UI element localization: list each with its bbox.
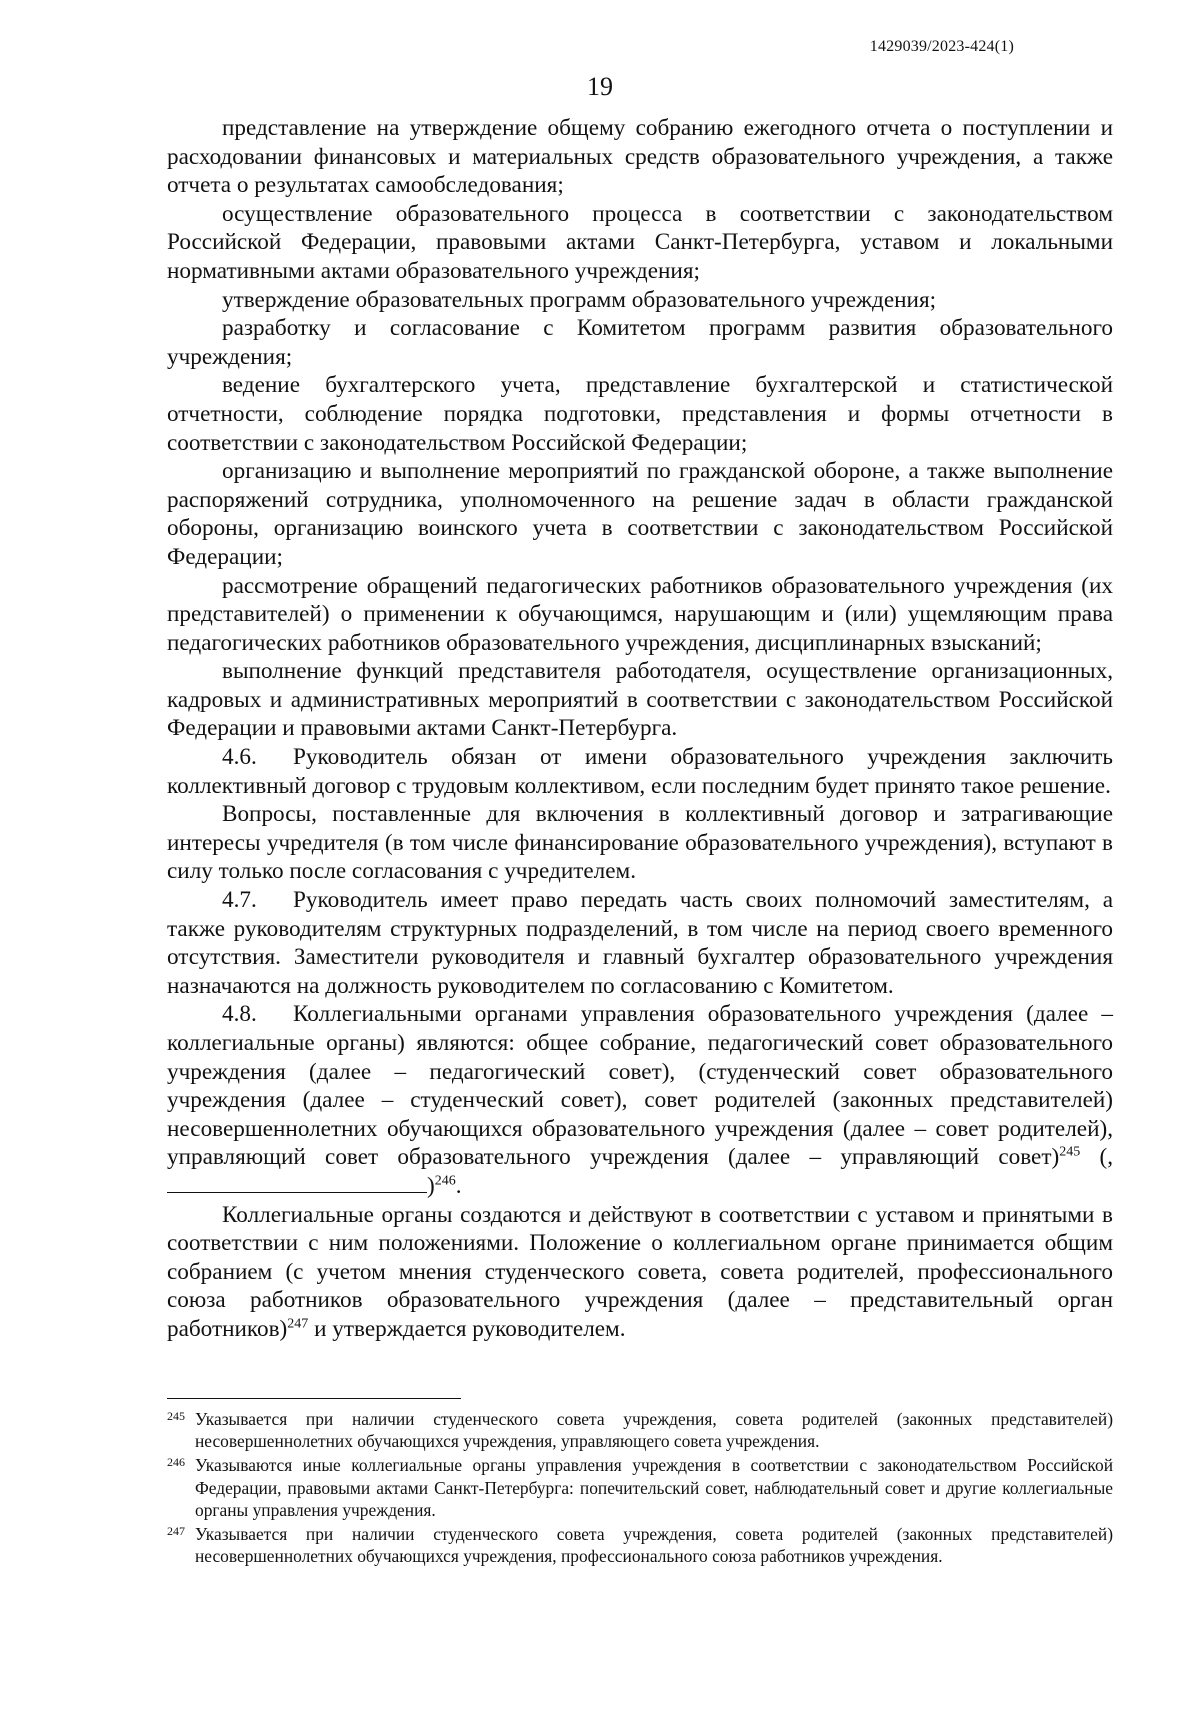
section-text: Руководитель обязан от имени образовательного учреждения заключить коллективный договор с трудовым коллективом, если последним будет принято такое решение. [167, 744, 1113, 799]
footnote-ref[interactable]: 247 [287, 1316, 309, 1332]
footnote-separator [167, 1398, 461, 1399]
blank-field-line [167, 1174, 427, 1193]
section-number: 4.6. [222, 744, 257, 771]
paragraph-text: и утверждается руководителем. [308, 1315, 626, 1342]
paragraph: представление на утверждение общему собранию ежегодного отчета о поступлении и расходовании финансовых и материальных средств образовательного учреждения, а также отчета о результатах самообследования; [167, 115, 1113, 199]
paragraph: выполнение функций представителя работодателя, осуществление организационных, кадровых и административных мероприятий в соответствии с законодательством Российской Федерации и правовыми актами Санкт-Петербурга. [167, 658, 1113, 742]
footnote-246 [167, 1454, 1113, 1521]
paragraph: организацию и выполнение мероприятий по гражданской обороне, а также выполнение распоряжений сотрудника, уполномоченного на решение задач в области гражданской обороны, организацию воинского учета в соответствии с законодательством Российской Федерации; [167, 458, 1113, 570]
paragraph: разработку и согласование с Комитетом программ развития образовательного учреждения; [167, 315, 1113, 370]
section-4-6 [167, 743, 1113, 800]
section-4-7 [167, 886, 1113, 1000]
section-text: (, [1080, 1144, 1113, 1171]
paragraph: ведение бухгалтерского учета, представление бухгалтерской и статистической отчетности, соблюдение порядка подготовки, представления и формы отчетности в соответствии с законодательством Российской Федерации; [167, 372, 1113, 456]
section-text: Руководитель имеет право передать часть своих полномочий заместителям, а также руководителям структурных подразделений, в том числе на период своего временного отсутствия. Заместители руководителя и главный бухгалтер образовательного учреждения назначаются на должность руководителем по согласованию с Комитетом. [167, 887, 1113, 999]
footnote-text: Указывается при наличии студенческого совета учреждения, совета родителей (законных представителей) несовершеннолетних обучающихся учреждения, профессионального союза работников учреждения. [195, 1524, 1113, 1567]
footnote-ref[interactable]: 246 [434, 1173, 456, 1189]
document-body [167, 114, 1113, 1344]
paragraph: утверждение образовательных программ образовательного учреждения; [222, 286, 937, 313]
paragraph [167, 1201, 1113, 1344]
footnote-247 [167, 1523, 1113, 1567]
footnote-mark: 245 [167, 1409, 185, 1423]
footnote-mark: 246 [167, 1455, 185, 1470]
footnote-text: Указывается при наличии студенческого совета учреждения, совета родителей (законных представителей) несовершеннолетних обучающихся учреждения, управляющего совета учреждения. [195, 1409, 1113, 1452]
paragraph: рассмотрение обращений педагогических работников образовательного учреждения (их представителей) о применении к обучающимся, нарушающим и (или) ущемляющим права педагогических работников образовательного учреждения, дисциплинарных взысканий; [167, 572, 1113, 656]
paragraph-text: Коллегиальные органы создаются и действуют в соответствии с уставом и принятыми в соответствии с ним положениями. Положение о коллегиальном органе принимается общим собранием (с учетом мнения студенческого совета, совета родителей, профессионального союза работников образовательного учреждения (далее – представительный орган работников) [167, 1201, 1113, 1342]
document-number: 1429039/2023-424(1) [869, 38, 1014, 55]
footnote-245 [167, 1408, 1113, 1452]
paragraph: Вопросы, поставленные для включения в коллективный договор и затрагивающие интересы учредителя (в том числе финансирование образовательного учреждения), вступают в силу только после согласования с учредителем. [167, 801, 1113, 885]
footnote-text: Указываются иные коллегиальные органы управления учреждения в соответствии с законодательством Российской Федерации, правовыми актами Санкт-Петербурга: попечительский совет, наблюдательный совет и другие коллегиальные органы управления учреждения. [195, 1455, 1113, 1520]
section-text: Коллегиальными органами управления образовательного учреждения (далее – коллегиальные органы) являются: общее собрание, педагогический совет образовательного учреждения (далее – педагогический совет), (студенческий совет образовательного учреждения (далее – студенческий совет), совет родителей (законных представителей) несовершеннолетних обучающихся образовательного учреждения (далее – совет родителей), управляющий совет образовательного учреждения (далее – управляющий совет) [167, 1001, 1113, 1171]
section-number: 4.8. [222, 1001, 257, 1028]
page-number: 19 [587, 72, 613, 101]
section-4-8 [167, 1000, 1113, 1200]
footnote-ref[interactable]: 245 [1059, 1144, 1081, 1160]
paragraph: осуществление образовательного процесса в соответствии с законодательством Российской Федерации, правовыми актами Санкт-Петербурга, уставом и локальными нормативными актами образовательного учреждения; [167, 200, 1113, 284]
section-text: ) [427, 1172, 435, 1199]
footnotes [167, 1408, 1113, 1569]
footnote-mark: 247 [167, 1524, 185, 1539]
section-text: . [455, 1172, 462, 1199]
section-number: 4.7. [222, 887, 257, 914]
